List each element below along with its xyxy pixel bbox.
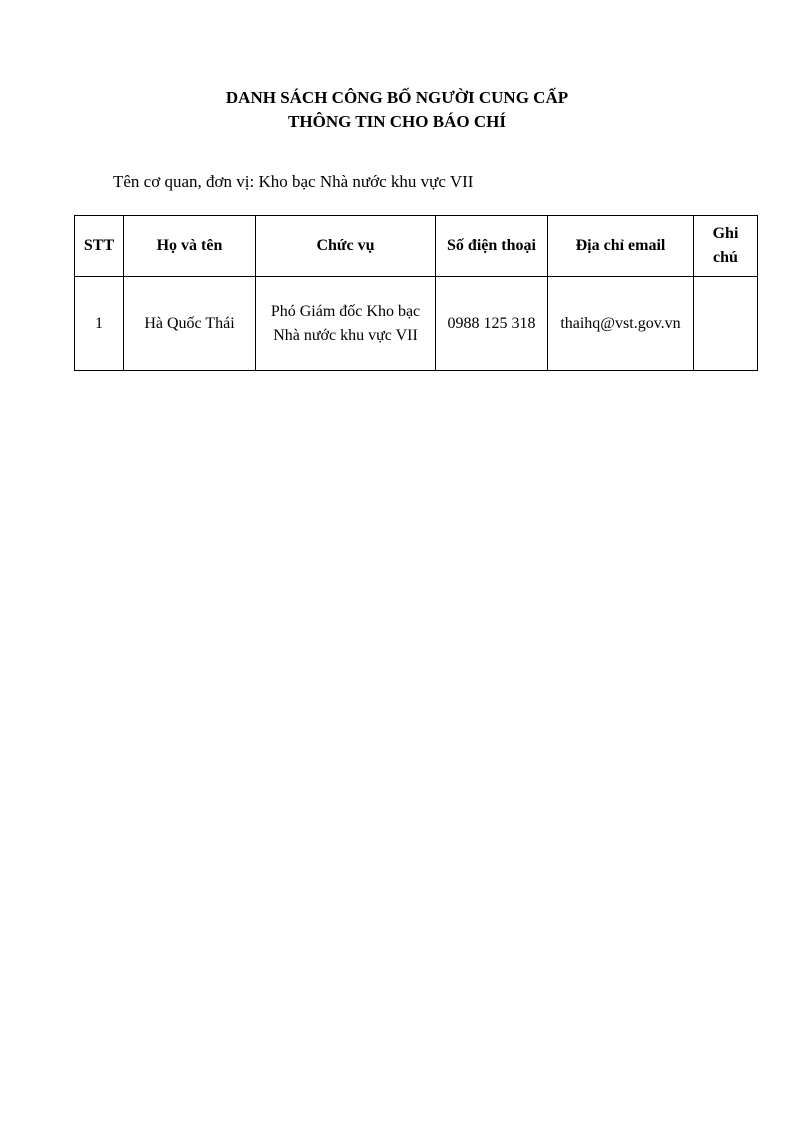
header-note-line-2: chú [713, 249, 738, 266]
header-name: Họ và tên [124, 216, 256, 277]
document-title [0, 86, 794, 134]
cell-position [256, 277, 436, 371]
cell-stt: 1 [75, 277, 124, 371]
header-email: Địa chỉ email [548, 216, 694, 277]
cell-phone: 0988 125 318 [436, 277, 548, 371]
header-note [694, 216, 758, 277]
cell-position-line-1: Phó Giám đốc Kho bạc [270, 302, 421, 320]
cell-name: Hà Quốc Thái [124, 277, 256, 371]
header-position: Chức vụ [256, 216, 436, 277]
cell-note [694, 277, 758, 371]
press-contact-table [74, 215, 758, 371]
agency-name-line: Tên cơ quan, đơn vị: Kho bạc Nhà nước khu vực VII [113, 172, 474, 191]
header-phone: Số điện thoại [436, 216, 548, 277]
header-note-line-1: Ghi [712, 225, 739, 242]
header-stt: STT [75, 216, 124, 277]
table-row [75, 277, 758, 371]
title-line-2: THÔNG TIN CHO BÁO CHÍ [288, 112, 506, 131]
table-header-row [75, 216, 758, 277]
cell-email: thaihq@vst.gov.vn [548, 277, 694, 371]
title-line-1: DANH SÁCH CÔNG BỐ NGƯỜI CUNG CẤP [225, 88, 569, 107]
cell-position-line-2: Nhà nước khu vực VII [273, 326, 418, 344]
